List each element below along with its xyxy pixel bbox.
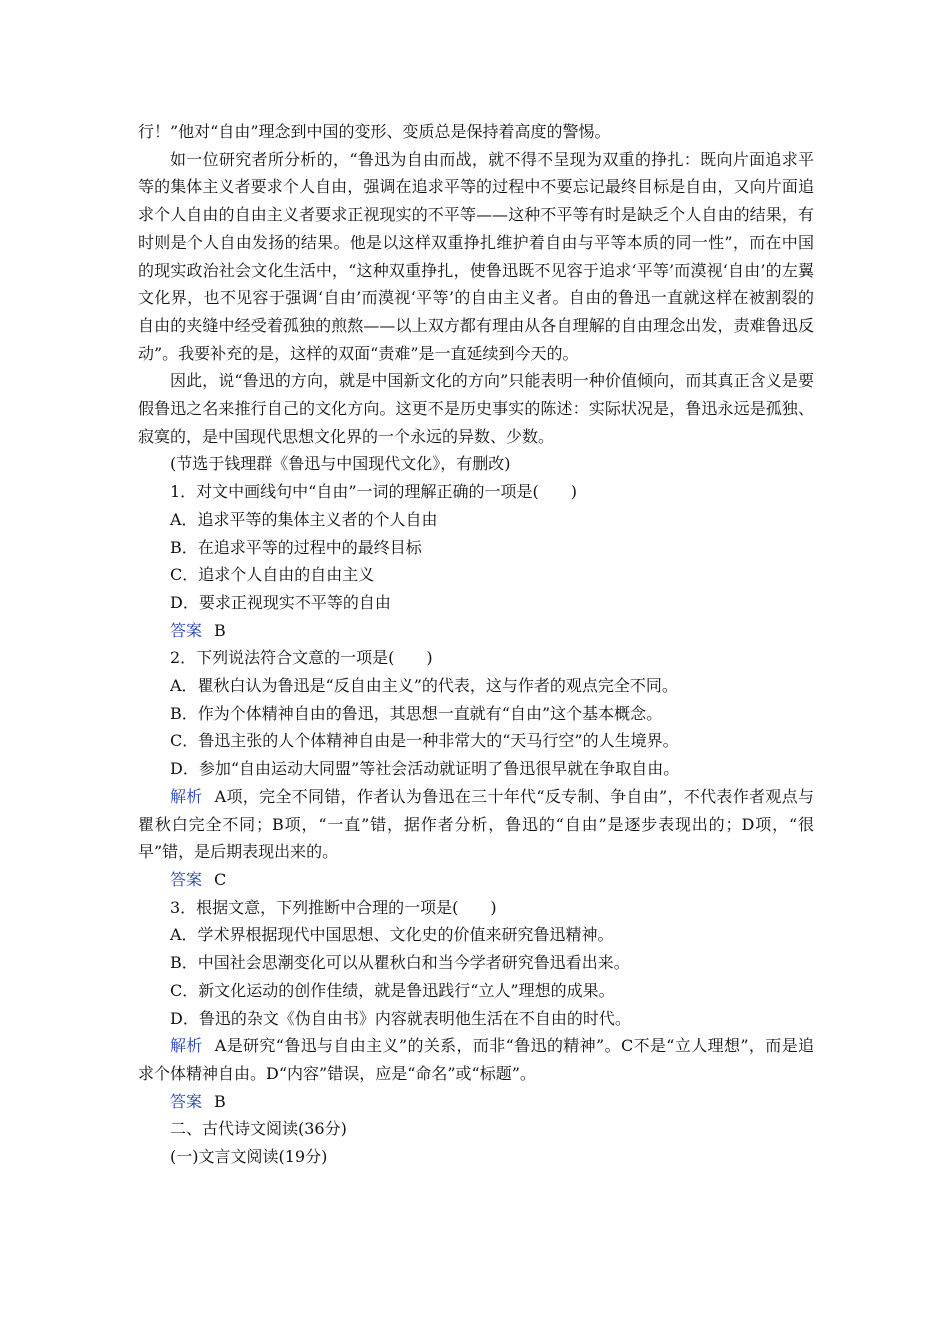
question-3-option-c: C．新文化运动的创作佳绩，就是鲁迅践行“立人”理想的成果。 [170, 980, 615, 1000]
analysis-text: A是研究“鲁迅与自由主义”的关系，而非“鲁迅的精神”。C不是“立人理想”，而是追求个体精神自由。D“内容”错误，应是“命名”或“标题”。 [138, 1036, 814, 1083]
question-2-analysis [138, 783, 814, 866]
analysis-text: A项，完全不同错，作者认为鲁迅在三十年代“反专制、争自由”，不代表作者观点与瞿秋白完全不同；B项，“一直”错，据作者分析，鲁迅的“自由”是逐步表现出的；D项，“很早”错，是后期表现出来的。 [138, 786, 814, 862]
question-1-option-a: A．追求平等的集体主义者的个人自由 [170, 509, 438, 529]
answer-value: B [214, 1091, 226, 1111]
question-3-option-d: D．鲁迅的杂文《伪自由书》内容就表明他生活在不自由的时代。 [170, 1008, 631, 1028]
question-3-option-b: B．中国社会思潮变化可以从瞿秋白和当今学者研究鲁迅看出来。 [170, 953, 630, 973]
answer-label: 答案 [170, 1091, 203, 1111]
question-1-answer [138, 617, 814, 645]
document-page [138, 118, 814, 1171]
question-2-option-a: A．瞿秋白认为鲁迅是“反自由主义”的代表，这与作者的观点完全不同。 [170, 676, 678, 696]
question-2-answer [138, 866, 814, 894]
analysis-label: 解析 [170, 1036, 203, 1056]
question-2-option-d: D．参加“自由运动大同盟”等社会活动就证明了鲁迅很早就在争取自由。 [170, 759, 680, 779]
question-1-stem: 1．对文中画线句中“自由”一词的理解正确的一项是( ) [170, 482, 578, 502]
section-heading-ancient-reading: 二、古代诗文阅读(36分) [170, 1119, 347, 1139]
question-1-option-b: B．在追求平等的过程中的最终目标 [170, 537, 422, 557]
question-3-analysis [138, 1032, 814, 1087]
paragraph-continuation: 行！”他对“自由”理念到中国的变形、变质总是保持着高度的警惕。 [138, 122, 611, 141]
question-2-option-b: B．作为个体精神自由的鲁迅，其思想一直就有“自由”这个基本概念。 [170, 703, 663, 723]
answer-label: 答案 [170, 869, 203, 889]
analysis-label: 解析 [170, 786, 203, 806]
paragraph-analysis-quote: 如一位研究者所分析的，“鲁迅为自由而战，就不得不呈现为双重的挣扎：既向片面追求平等的集体主义者要求个人自由，强调在追求平等的过程中不要忘记最终目标是自由，又向片面追求个人自由的自由主义者要求正视现实的不平等——这种不平等有时是缺乏个人自由的结果，有时则是个人自由发扬的结果。他是以这样双重挣扎维护着自由与平等本质的同一性”，而在中国的现实政治社会文化生活中，“这种双重挣扎，使鲁迅既不见容于追求‘平等’而漠视‘自由’的左翼文化界，也不见容于强调‘自由’而漠视‘平等’的自由主义者。自由的鲁迅一直就这样在被割裂的自由的夹缝中经受着孤独的煎熬——以上双方都有理由从各自理解的自由理念出发，责难鲁迅反动”。我要补充的是，这样的双面“责难”是一直延续到今天的。 [138, 149, 814, 363]
answer-value: C [214, 869, 227, 889]
question-2-option-c: C．鲁迅主张的人个体精神自由是一种非常大的“天马行空”的人生境界。 [170, 731, 679, 751]
question-3-answer [138, 1088, 814, 1116]
question-3-option-a: A．学术界根据现代中国思想、文化史的价值来研究鲁迅精神。 [170, 925, 614, 945]
answer-label: 答案 [170, 620, 203, 640]
source-note: (节选于钱理群《鲁迅与中国现代文化》，有删改) [170, 454, 511, 474]
answer-value: B [214, 620, 226, 640]
question-1-option-d: D．要求正视现实不平等的自由 [170, 592, 391, 612]
paragraph-conclusion: 因此，说“鲁迅的方向，就是中国新文化的方向”只能表明一种价值倾向，而其真正含义是要假鲁迅之名来推行自己的文化方向。这更不是历史事实的陈述：实际状况是，鲁迅永远是孤独、寂寞的，是中国现代思想文化界的一个永远的异数、少数。 [138, 371, 814, 446]
subsection-heading-classical-chinese: (一)文言文阅读(19分) [170, 1147, 328, 1167]
question-2-stem: 2．下列说法符合文意的一项是( ) [170, 648, 433, 668]
question-1-option-c: C．追求个人自由的自由主义 [170, 565, 375, 585]
question-3-stem: 3．根据文意，下列推断中合理的一项是( ) [170, 897, 497, 917]
